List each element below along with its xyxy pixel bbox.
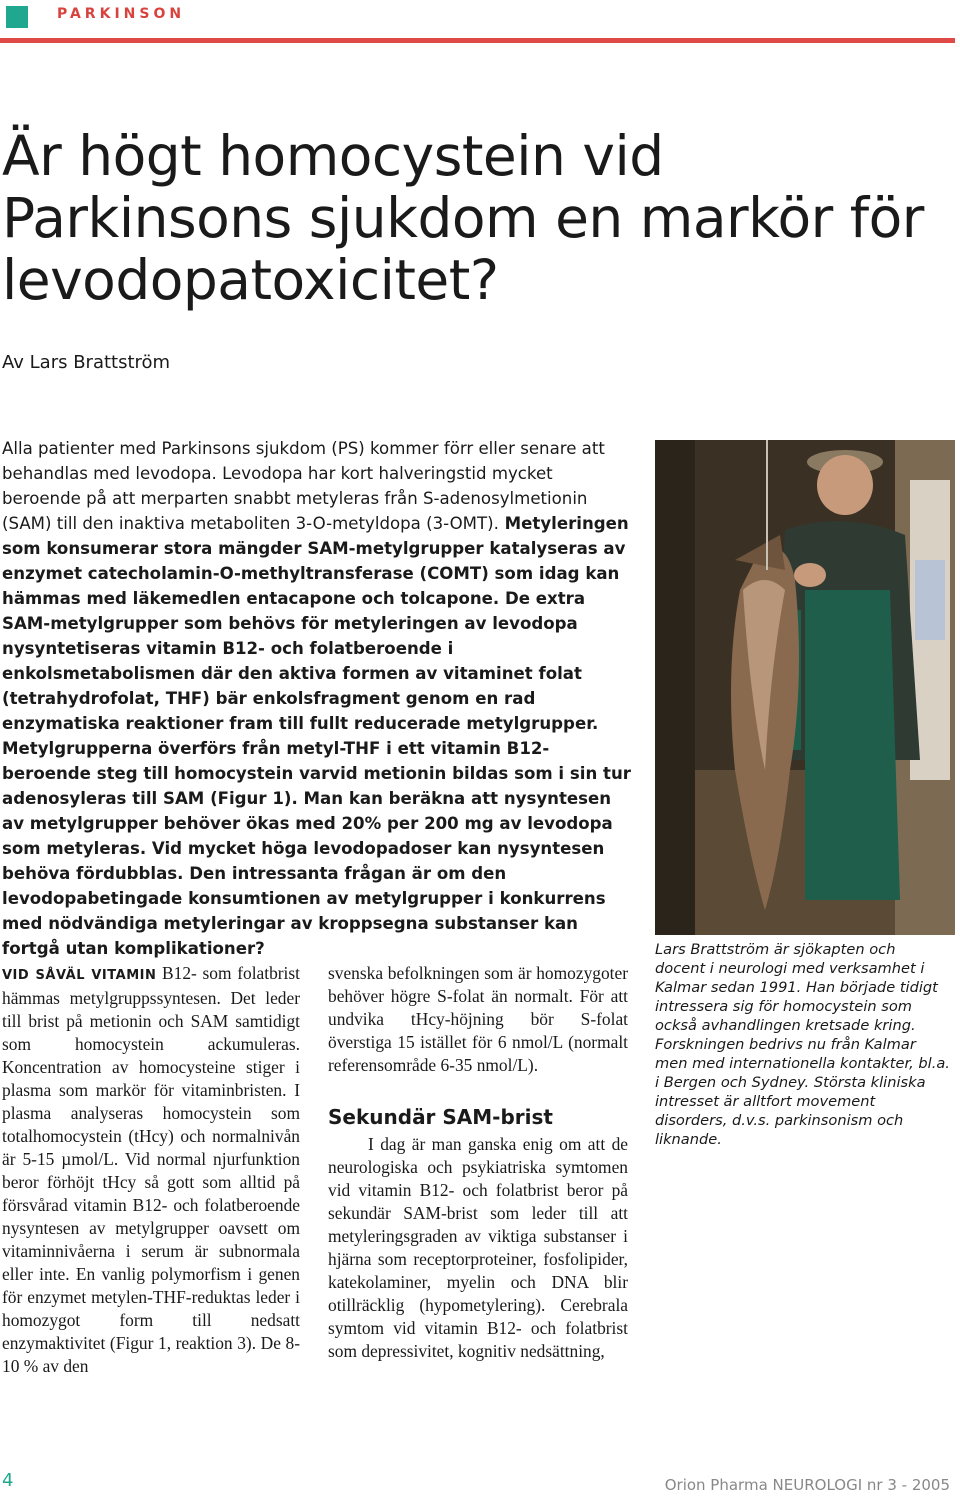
photo-caption: Lars Brattström är sjökapten och docent i neurologi med verksamhet i Kalmar sedan 1991. Han började tidigt intressera sig för homocystein som också avhandlingen kretsade kring. Forskningen bedrivs nu från Kalmar men med internationella kontakter, bl.a. i Bergen och Sydney. Största kliniska intresset är alltfort movement disorders, d.v.s. parkinsonism och liknande.	[655, 941, 950, 1148]
byline: Av Lars Brattström	[2, 352, 171, 373]
body-column-1	[2, 962, 300, 1378]
article-title: Är högt homocystein vid Parkinsons sjukdom en markör för levodopatoxicitet?	[2, 124, 924, 312]
ingress	[2, 436, 632, 961]
publication-footer: Orion Pharma NEUROLOGI nr 3 - 2005	[664, 1476, 950, 1494]
subheading: Sekundär SAM-brist	[328, 1105, 553, 1129]
col2-text: svenska befolkningen som är homozygoter behöver högre S-folat än normalt. För att undvika tHcy-höjning bör S-folat överstiga 15 istället för 6 nmol/L (normalt referensområde 6-35 nmol/L).	[328, 963, 628, 1075]
section-color-square	[6, 6, 28, 28]
ingress-part2: Metyleringen som konsumerar stora mängder SAM-metylgrupper katalyseras av enzymet catecholamin-O-methyltransferase (COMT) som idag kan hämmas med läkemedlen entacapone och tolcapone. De extra SAM-metylgrupper som behövs för metyleringen av levodopa nysyntetiseras vitamin B12- och folatberoende i enkolsmetabolismen där den aktiva formen av vitaminet folat (tetrahydrofolat, THF) bär enkolsfragment genom en rad enzymatiska reaktioner fram till fullt reducerade metylgrupper. Metylgrupperna överförs från metyl-THF i ett vitamin B12-beroende steg till homocystein varvid metionin bildas som i sin tur adenosyleras till SAM (Figur 1). Man kan beräkna att nysyntesen av metylgrupper behöver ökas med 20% per 200 mg av levodopa som metyleras. Vid mycket höga levodopadoser kan nysyntesen behöva fördubblas. Den intressanta frågan är om den levodopabetingade konsumtionen av metylgrupper i konkurrens med nödvändiga metyleringar av kroppsegna substanser kan fortgå utan komplikationer?	[2, 514, 631, 958]
photo-illustration	[655, 440, 955, 935]
ingress-part1: Alla patienter med Parkinsons sjukdom (PS) kommer förr eller senare att behandlas med levodopa. Levodopa har kort halveringstid mycket beroende på att merparten snabbt metyleras från S-adenosylmetionin (SAM) till den inaktiva metaboliten 3-O-metyldopa (3-OMT).	[2, 439, 605, 533]
col2-text-2: I dag är man ganska enig om att de neurologiska och psykiatriska symtomen vid vitamin B12- och folatbrist beror på sekundär SAM-brist som leder till att metyleringsgraden av viktiga substanser i hjärna som receptorproteiner, fosfolipider, katekolaminer, myelin och DNA blir otillräcklig (hypometylering). Cerebrala symtom vid vitamin B12- och folatbrist som depressivitet, kognitiv nedsättning,	[328, 1134, 628, 1361]
col1-text: B12- som folatbrist hämmas metylgruppssyntesen. Det leder till brist på metionin och SAM samtidigt som homocystein ackumuleras. Koncentration av homocysteine stiger i plasma som markör för vitaminbristen. I plasma analyseras homocystein som totalhomocystein (tHcy) och normalnivån är 5-15 µmol/L. Vid normal njurfunktion beror förhöjt tHcy så gott som alltid på försvårad vitamin B12- och folatberoende nysyntesen av metylgrupper oavsett om vitaminnivåerna i serum är subnormala eller inte. En vanlig polymorfism i genen för enzymet metylen-THF-reduktas leder i homozygot form till nedsatt enzymaktivitet (Figur 1, reaktion 3). De 8-10 % av den	[2, 963, 300, 1376]
header-rule	[0, 38, 955, 43]
lead-in-caps: VID SÅVÄL VITAMIN	[2, 968, 157, 983]
author-photo	[655, 440, 955, 935]
section-label: PARKINSON	[57, 6, 186, 22]
page-number: 4	[2, 1470, 14, 1491]
body-column-2	[328, 962, 628, 1363]
